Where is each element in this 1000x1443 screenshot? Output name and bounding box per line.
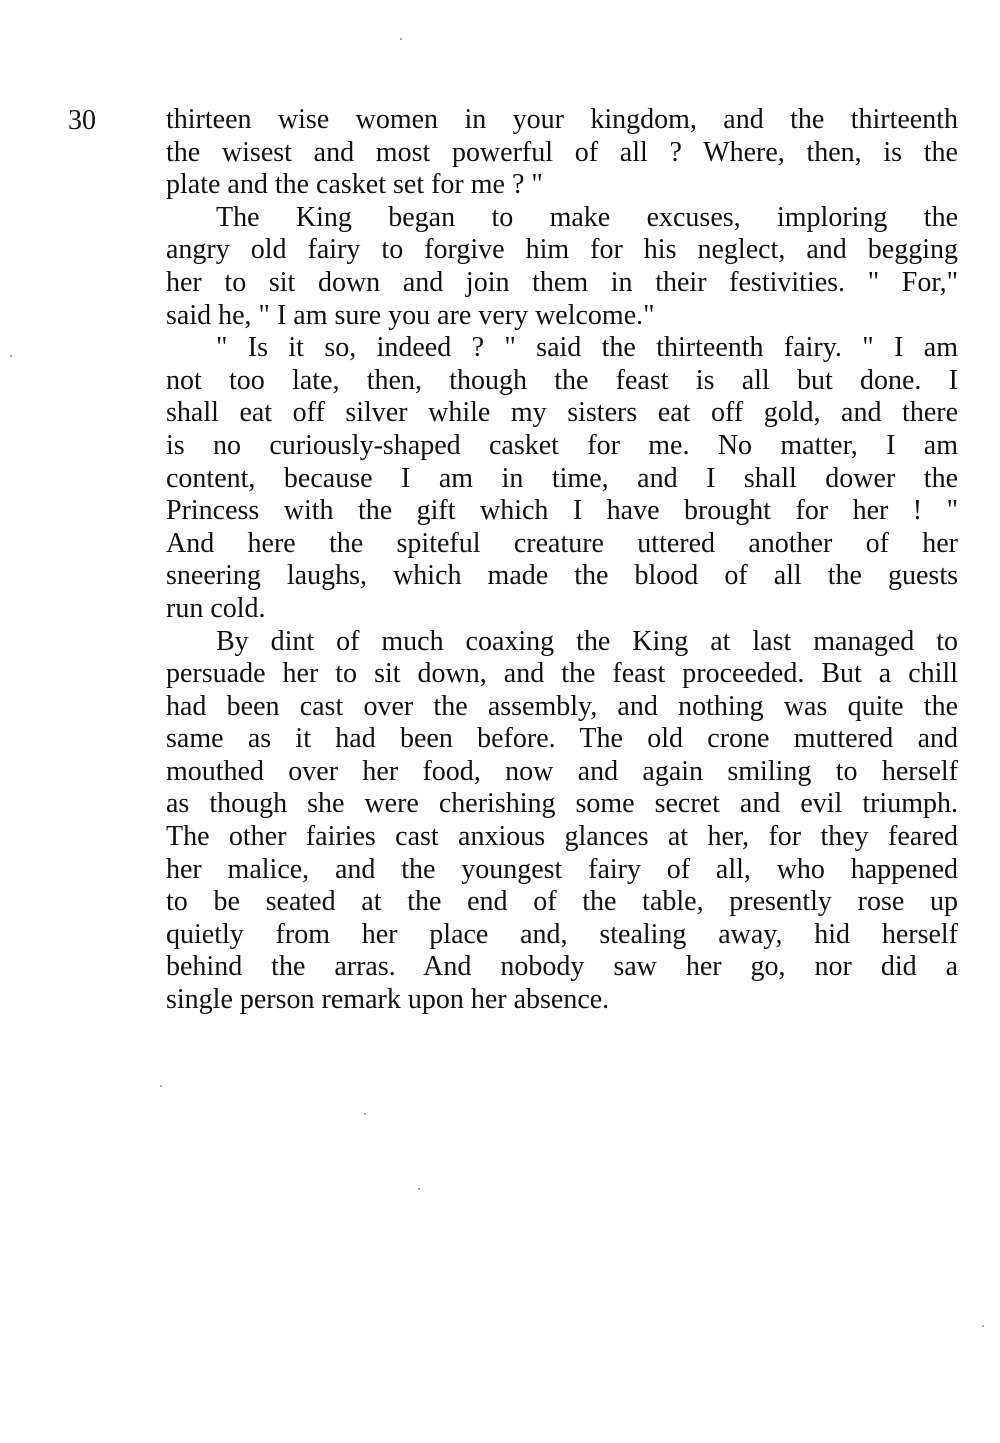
text-line: to be seated at the end of the table, presently rose up (166, 886, 958, 918)
text-line: " Is it so, indeed ? " said the thirteenth fairy. " I am (216, 332, 958, 364)
text-line: By dint of much coaxing the King at last managed to (216, 625, 958, 657)
scan-speck (982, 1325, 984, 1327)
body-text (166, 104, 958, 1017)
page-number: 30 (68, 105, 96, 136)
scan-speck (10, 355, 12, 357)
scan-speck (418, 1188, 420, 1190)
text-line: quietly from her place and, stealing away, hid herself (166, 918, 958, 950)
text-line: And here the spiteful creature uttered another of her (166, 527, 958, 559)
text-line: thirteen wise women in your kingdom, and the thirteenth (166, 104, 958, 135)
text-line: not too late, then, though the feast is all but done. I (166, 364, 958, 396)
text-line: single person remark upon her absence. (166, 984, 610, 1016)
text-line: content, because I am in time, and I shall dower the (166, 462, 958, 494)
paragraph (166, 104, 958, 202)
text-line: is no curiously-shaped casket for me. No matter, I am (166, 429, 958, 461)
text-line: The King began to make excuses, imploring the (216, 201, 958, 233)
text-line: persuade her to sit down, and the feast proceeded. But a chill (166, 658, 958, 690)
text-line: had been cast over the assembly, and nothing was quite the (166, 690, 958, 722)
text-line: the wisest and most powerful of all ? Where, then, is the (166, 136, 958, 168)
text-line: her to sit down and join them in their festivities. " For," (166, 266, 958, 298)
scan-speck (160, 1085, 162, 1087)
text-line: Princess with the gift which I have brought for her ! " (166, 495, 958, 527)
text-line: as though she were cherishing some secret and evil triumph. (166, 788, 958, 820)
scan-speck (400, 38, 402, 40)
text-line: her malice, and the youngest fairy of all, who happened (166, 853, 958, 885)
text-line: The other fairies cast anxious glances at her, for they feared (166, 821, 958, 853)
paragraph (166, 202, 958, 332)
text-line: angry old fairy to forgive him for his neglect, and begging (166, 234, 958, 266)
text-line: behind the arras. And nobody saw her go, nor did a (166, 951, 958, 983)
text-line: said he, " I am sure you are very welcome." (166, 299, 655, 331)
text-line: sneering laughs, which made the blood of all the guests (166, 560, 958, 592)
text-line: mouthed over her food, now and again smiling to herself (166, 755, 958, 787)
scan-speck (364, 1113, 366, 1115)
text-line: shall eat off silver while my sisters eat off gold, and there (166, 397, 958, 429)
paragraph (166, 626, 958, 1017)
text-line: same as it had been before. The old crone muttered and (166, 723, 958, 755)
paragraph (166, 332, 958, 625)
text-line: plate and the casket set for me ? " (166, 169, 543, 201)
text-line: run cold. (166, 592, 266, 624)
